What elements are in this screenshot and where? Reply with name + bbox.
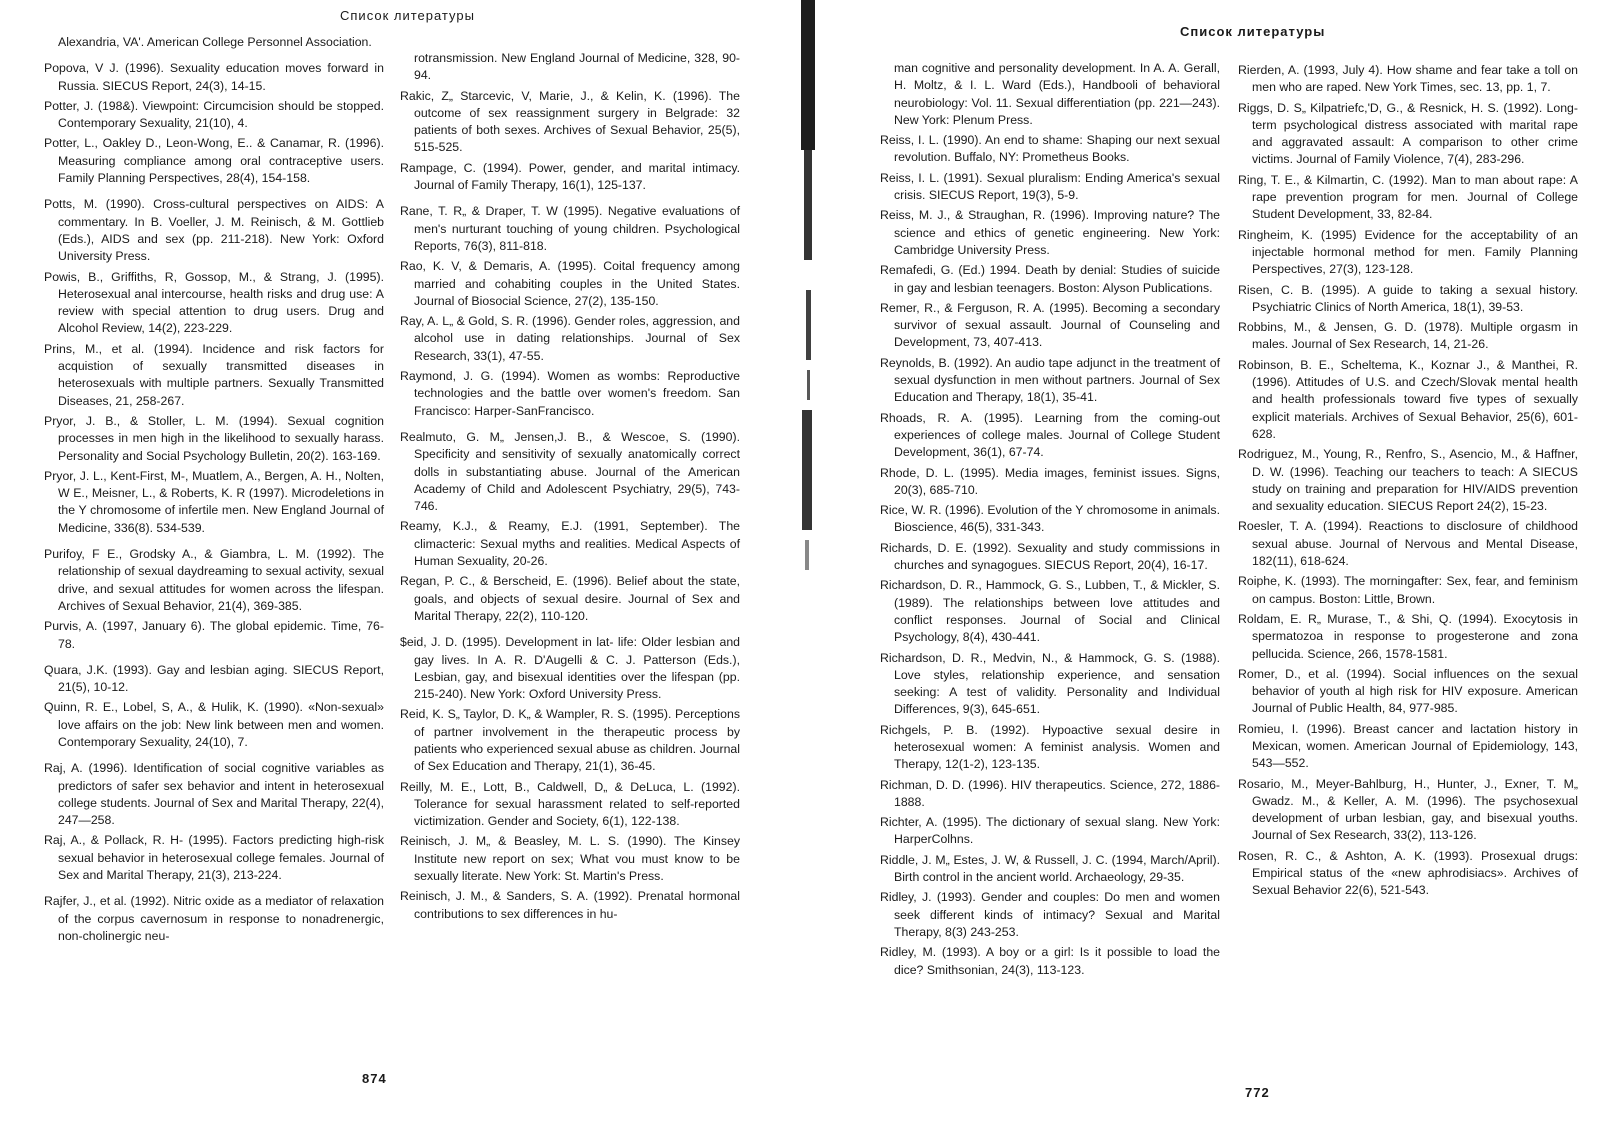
page-number: 772 <box>1245 1085 1270 1100</box>
reference-entry: Romer, D., et al. (1994). Social influences on the sexual behavior of youth al high risk for HIV exposure. American Journal of Public Health, 84, 977-985. <box>1238 666 1578 716</box>
reference-entry: Purifoy, F E., Grodsky A., & Giambra, L. M. (1992). The relationship of sexual daydreaming to sexual activity, sexual drive, and sexual attitudes for women across the lifespan. Archives of Sexual Behavior, 21(4), 369-385. <box>44 547 384 613</box>
reference-entry: Reiss, I. L. (1991). Sexual pluralism: Ending America's sexual crisis. SIECUS Report, 19(3), 5-9. <box>880 170 1220 203</box>
reference-entry: Raj, A., & Pollack, R. H- (1995). Factors predicting high-risk sexual behavior in heterosexual college females. Journal of Sex and Marital Therapy, 21(3), 213-224. <box>44 833 384 883</box>
book-spine-shadow <box>793 0 823 1132</box>
reference-entry: Regan, P. C., & Berscheid, E. (1996). Belief about the state, goals, and objects of sexual desire. Journal of Sex and Marital Therapy, 22(2), 110-120. <box>400 574 740 623</box>
reference-entry: Pryor, J. B., & Stoller, L. M. (1994). Sexual cognition processes in men high in the likelihood to sexually harass. Personality and Social Psychology Bulletin, 20(2). 163-169. <box>44 413 384 463</box>
references-column-2 <box>400 50 740 926</box>
reference-entry: Roiphe, K. (1993). The morningafter: Sex, fear, and feminism on campus. Boston: Little, Brown. <box>1238 574 1578 606</box>
reference-entry: Risen, C. B. (1995). A guide to taking a sexual history. Psychiatric Clinics of North America, 18(1), 39-53. <box>1238 282 1578 314</box>
reference-entry: Alexandria, VA'. American College Personnel Association. <box>58 35 372 49</box>
reference-entry: Quara, J.K. (1993). Gay and lesbian aging. SIECUS Report, 21(5), 10-12. <box>44 662 384 695</box>
reference-entry: Rhoads, R. A. (1995). Learning from the coming-out experiences of college males. Journal of College Student Development, 36(1), 67-74. <box>880 410 1220 460</box>
references-column-1 <box>44 34 384 948</box>
reference-entry: Purvis, A. (1997, January 6). The global epidemic. Time, 76-78. <box>44 619 384 651</box>
reference-entry: Roldam, E. R„ Murase, T., & Shi, Q. (1994). Exocytosis in spermatozoa in response to progesterone and zona pellucida. Science, 266, 1578-1581. <box>1238 611 1578 661</box>
reference-entry: Robbins, M., & Jensen, G. D. (1978). Multiple orgasm in males. Journal of Sex Research, 14, 21-26. <box>1238 320 1578 352</box>
reference-entry: Reamy, K.J., & Reamy, E.J. (1991, September). The climacteric: Sexual myths and realities. Medical Aspects of Human Sexuality, 20-26. <box>400 519 740 569</box>
left-page <box>0 0 790 1132</box>
page-header: Список литературы <box>1180 24 1326 39</box>
reference-entry: Richter, A. (1995). The dictionary of sexual slang. New York: HarperColhns. <box>880 815 1220 847</box>
reference-entry: Powis, B., Griffiths, R, Gossop, M., & Strang, J. (1995). Heterosexual anal intercourse, health risks and drug use: A review with special attention to drug users. Drug and Alcohol Review, 14(2), 223-229. <box>44 269 384 336</box>
reference-entry: Reilly, M. E., Lott, B., Caldwell, D„ & DeLuca, L. (1992). Tolerance for sexual harassment related to self-reported victimization. Gender and Society, 6(1), 122-138. <box>400 779 740 829</box>
reference-entry: Rhode, D. L. (1995). Media images, feminist issues. Signs, 20(3), 685-710. <box>880 465 1220 497</box>
reference-entry: rotransmission. New England Journal of Medicine, 328, 90-94. <box>414 51 740 83</box>
reference-entry: Roesler, T. A. (1994). Reactions to disclosure of childhood sexual abuse. Journal of Nervous and Mental Disease, 182(11), 618-624. <box>1238 519 1578 569</box>
reference-entry: Robinson, B. E., Scheltema, K., Koznar J., & Manthei, R. (1996). Attitudes of U.S. and Czech/Slovak mental health and health professionals toward five types of sexually explicit materials. Archives of Sexual Behavior, 25(6), 601-628. <box>1238 357 1578 441</box>
reference-entry: Raymond, J. G. (1994). Women as wombs: Reproductive technologies and the battle over women's freedom. San Francisco: Harper-SanFrancisco. <box>400 369 740 418</box>
reference-entry: Ridley, M. (1993). A boy or a girl: Is it possible to load the dice? Smithsonian, 24(3), 113-123. <box>880 945 1220 977</box>
reference-entry: Ridley, J. (1993). Gender and couples: Do men and women seek different kinds of intimacy? Sexual and Marital Therapy, 8(3) 243-253. <box>880 890 1220 939</box>
reference-entry: Richman, D. D. (1996). HIV therapeutics. Science, 272, 1886-1888. <box>880 777 1220 809</box>
reference-entry: Reynolds, B. (1992). An audio tape adjunct in the treatment of sexual dysfunction in men without partners. Journal of Sex Education and Therapy, 18(1), 35-41. <box>880 355 1220 405</box>
reference-entry: Pryor, J. L., Kent-First, M-, Muatlem, A., Bergen, A. H., Nolten, W E., Meisner, L., & Roberts, K. R (1997). Microdeletions in the Y chromosome of infertile men. New England Journal of Medicine, 336(8). 534-539. <box>44 468 384 535</box>
reference-entry: Potter, J. (198&). Viewpoint: Circumcision should be stopped. Contemporary Sexuality, 21(10), 4. <box>44 98 384 131</box>
reference-entry: Rakic, Z„ Starcevic, V, Marie, J., & Kelin, K. (1996). The outcome of sex reassignment surgery in Belgrade: 32 patients of both sexes. Archives of Sexual Behavior, 25(5), 515-525. <box>400 88 740 155</box>
reference-entry: Rampage, C. (1994). Power, gender, and marital intimacy. Journal of Family Therapy, 16(1), 125-137. <box>400 160 740 193</box>
reference-entry: man cognitive and personality development. In A. A. Gerall, H. Moltz, & I. L. Ward (Eds.), Handbooli of behavioral neurobiology: Vol. 11. Sexual differentiation (pp. 221—243). New York: Plenum Press. <box>894 61 1220 127</box>
reference-entry: Rodriguez, M., Young, R., Renfro, S., Asencio, M., & Haffner, D. W. (1996). Teaching our teachers to teach: A SIECUS study on training and preparation for HIV/AIDS prevention and sexuality education. SIECUS Report 24(2), 15-23. <box>1238 447 1578 514</box>
reference-entry: Reiss, I. L. (1990). An end to shame: Shaping our next sexual revolution. Buffalo, NY: Prometheus Books. <box>880 133 1220 165</box>
reference-entry: $eid, J. D. (1995). Development in lat- life: Older lesbian and gay lives. In A. R. D'Augelli & C. J. Patterson (Eds.), Lesbian, gay, and bisexual identities over the lifespan (pp. 215-240). New York: Oxford University Press. <box>400 635 740 702</box>
reference-entry: Romieu, I. (1996). Breast cancer and lactation history in Mexican, women. American Journal of Epidemiology, 143, 543—552. <box>1238 721 1578 771</box>
reference-entry: Prins, M., et al. (1994). Incidence and risk factors for acquistion of sexually transmitted diseases in heterosexuals with multiple partners. Sexually Transmitted Diseases, 21, 258-267. <box>44 341 384 408</box>
reference-entry: Reid, K. S„ Taylor, D. K„ & Wampler, R. S. (1995). Perceptions of partner involvement in the therapeutic process by patients who experienced sexual abuse as children. Journal of Sex Education and Therapy, 21(1), 36-45. <box>400 707 740 774</box>
reference-entry: Richards, D. E. (1992). Sexuality and study commissions in churches and synagogues. SIECUS Report, 20(4), 16-17. <box>880 540 1220 573</box>
page-header: Список литературы <box>340 8 475 23</box>
reference-entry: Rane, T. R„ & Draper, T. W (1995). Negative evaluations of men's nurturant touching of young children. Psychological Reports, 76(3), 811-818. <box>400 204 740 253</box>
reference-entry: Remafedi, G. (Ed.) 1994. Death by denial: Studies of suicide in gay and lesbian teenagers. Boston: Alyson Publications. <box>880 263 1220 295</box>
reference-entry: Raj, A. (1996). Identification of social cognitive variables as predictors of safer sex behavior and intent in heterosexual college students. Journal of Sex and Marital Therapy, 22(4), 247—258. <box>44 761 384 828</box>
reference-entry: Riggs, D. S„ Kilpatriefc,'D, G., & Resnick, H. S. (1992). Long-term psychological distress associated with marital rape and aggravated assault: A comparison to other crime victims. Journal of Family Violence, 7(4), 283-296. <box>1238 100 1578 167</box>
reference-entry: Richardson, D. R., Medvin, N., & Hammock, G. S. (1988). Love styles, relationship experience, and sensation seeking: A test of validity. Personality and Individual Differences, 9(3), 645-651. <box>880 650 1220 717</box>
reference-entry: Potts, M. (1990). Cross-cultural perspectives on AIDS: A commentary. In B. Voeller, J. M. Reinisch, & M. Gottlieb (Eds.), AIDS and sex (pp. 211-218). New York: Oxford University Press. <box>44 197 384 264</box>
reference-entry: Ringheim, K. (1995) Evidence for the acceptability of an injectable hormonal method for men. Family Planning Perspectives, 27(3), 123-128. <box>1238 227 1578 277</box>
reference-entry: Realmuto, G. M„ Jensen,J. B., & Wescoe, S. (1990). Specificity and sensitivity of sexually anatomically correct dolls in substantiating abuse. Journal of the American Academy of Child and Adolescent Psychiatry, 29(5), 743-746. <box>400 429 740 514</box>
reference-entry: Riddle, J. M„ Estes, J. W, & Russell, J. C. (1994, March/April). Birth control in the ancient world. Archaeology, 29-35. <box>880 852 1220 885</box>
reference-entry: Reiss, M. J., & Straughan, R. (1996). Improving nature? The science and ethics of genetic engineering. New York: Cambridge University Press. <box>880 208 1220 257</box>
reference-entry: Rierden, A. (1993, July 4). How shame and fear take a toll on men who are raped. New York Times, sec. 13, pp. 1, 7. <box>1238 63 1578 95</box>
reference-entry: Ray, A. L„ & Gold, S. R. (1996). Gender roles, aggression, and alcohol use in dating relationships. Journal of Sex Research, 33(1), 47-55. <box>400 314 740 363</box>
reference-entry: Remer, R., & Ferguson, R. A. (1995). Becoming a secondary survivor of sexual assault. Journal of Counseling and Development, 73, 407-413. <box>880 300 1220 350</box>
reference-entry: Reinisch, J. M„ & Beasley, M. L. S. (1990). The Kinsey Institute new report on sex; What vou must know to be sexually literate. New York: St. Martin's Press. <box>400 834 740 884</box>
reference-entry: Potter, L., Oakley D., Leon-Wong, E.. & Canamar, R. (1996). Measuring compliance among oral contraceptive users. Family Planning Perspectives, 28(4), 154-158. <box>44 136 384 186</box>
reference-entry: Quinn, R. E., Lobel, S, A., & Hulik, K. (1990). «Non-sexual» love affairs on the job: New link between men and women. Contemporary Sexuality, 24(10), 7. <box>44 700 384 749</box>
reference-entry: Rosario, M., Meyer-Bahlburg, H., Hunter, J., Exner, T. M„ Gwadz. M., & Keller, A. M. (1996). The psychosexual development of urban lesbian, gay, and bisexual youths. Journal of Sex Research, 33(2), 113-126. <box>1238 776 1578 843</box>
reference-entry: Rao, K. V, & Demaris, A. (1995). Coital frequency among married and cohabiting couples in the United States. Journal of Biosocial Science, 27(2), 135-150. <box>400 259 740 308</box>
reference-entry: Popova, V J. (1996). Sexuality education moves forward in Russia. SIECUS Report, 24(3), 14-15. <box>44 61 384 93</box>
references-column-2 <box>1238 62 1578 903</box>
reference-entry: Rice, W. R. (1996). Evolution of the Y chromosome in animals. Bioscience, 46(5), 331-343. <box>880 503 1220 535</box>
right-page <box>830 0 1600 1132</box>
reference-entry: Richardson, D. R., Hammock, G. S., Lubben, T., & Mickler, S. (1989). The relationships between love attitudes and conflict responses. Journal of Social and Clinical Psychology, 8(4), 430-441. <box>880 578 1220 645</box>
reference-entry: Richgels, P. B. (1992). Hypoactive sexual desire in heterosexual women: A feminist analysis. Women and Therapy, 12(1-2), 123-135. <box>880 722 1220 772</box>
reference-entry: Ring, T. E., & Kilmartin, C. (1992). Man to man about rape: A rape prevention program for men. Journal of College Student Development, 33, 82-84. <box>1238 172 1578 222</box>
references-column-1 <box>880 60 1220 982</box>
reference-entry: Reinisch, J. M., & Sanders, S. A. (1992). Prenatal hormonal contributions to sex differences in hu- <box>400 889 740 921</box>
page-number: 874 <box>362 1071 387 1086</box>
reference-entry: Rosen, R. C., & Ashton, A. K. (1993). Prosexual drugs: Empirical status of the «new aphrodisiacs». Archives of Sexual Behavior 22(6), 521-543. <box>1238 848 1578 898</box>
reference-entry: Rajfer, J., et al. (1992). Nitric oxide as a mediator of relaxation of the corpus cavernosum in response to nonadrenergic, non-cholinergic neu- <box>44 894 384 943</box>
